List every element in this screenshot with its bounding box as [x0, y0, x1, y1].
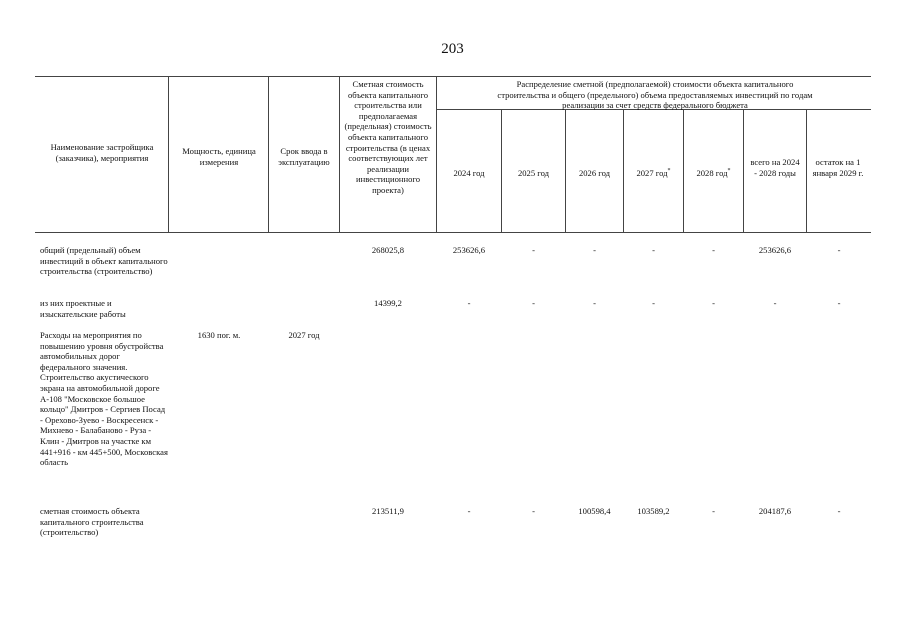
row-2028: -: [712, 245, 715, 255]
row-2028: -: [712, 298, 715, 308]
header-bottom-border: [35, 232, 871, 233]
col-divider: [743, 109, 744, 232]
header-estimate: Сметная стоимость объекта капитального строительства или предполагаемая (предельная) стоимость объекта капитального строительства (в ценах соответствующих лет реализации инвестиционного проекта): [344, 79, 432, 195]
footnote-mark: *: [667, 168, 671, 175]
row-2024: -: [467, 298, 471, 308]
col-divider: [168, 76, 169, 232]
row-2028: -: [712, 506, 715, 516]
header-capacity: Мощность, единица измерения: [182, 146, 256, 167]
row-total: -: [773, 298, 777, 308]
row-2026: -: [593, 245, 596, 255]
row-estimate: 14399,2: [374, 298, 402, 308]
header-distribution: Распределение сметной (предполагаемой) стоимости объекта капитального строительства и общего (предельного) объема предоставляемых инвестиций по годам реализации за счет средств федерального бюджета: [497, 79, 813, 111]
row-2024: 253626,6: [452, 245, 486, 255]
header-commissioning: Срок ввода в эксплуатацию: [278, 146, 330, 167]
footnote-mark: *: [727, 168, 731, 175]
row-2027: 103589,2: [637, 506, 670, 516]
header-year-2028: [684, 168, 743, 179]
header-year-2026: 2026 год: [578, 168, 611, 178]
row-remainder: -: [837, 506, 841, 516]
header-year-2028-label: 2028 год: [696, 168, 728, 178]
row-name: из них проектные и изыскательские работы: [40, 298, 126, 319]
row-2025: -: [532, 245, 535, 255]
row-remainder: -: [837, 245, 841, 255]
table-top-border: [35, 76, 871, 77]
header-year-2025: 2025 год: [517, 168, 550, 178]
col-divider: [806, 109, 807, 232]
col-divider: [436, 76, 437, 232]
row-name: Расходы на мероприятия по повышению уровня обустройства автомобильных дорог федерального значения. Строительство акустического экрана на автомобильной дороге А-108 "Московское большое кольцо" Дмитров - Сергиев Посад - Орехово-Зуево - Воскресенск - Михнево - Балабаново - Руза - Клин - Дмитров на участке км 441+916 - км 445+500, Московская область: [40, 330, 168, 468]
row-2024: -: [467, 506, 471, 516]
row-total: 253626,6: [758, 245, 792, 255]
row-commissioning: 2027 год: [288, 330, 320, 340]
row-2027: -: [652, 298, 655, 308]
header-name: Наименование застройщика (заказчика), мероприятия: [50, 142, 154, 163]
row-2026: -: [593, 298, 596, 308]
header-remainder: остаток на 1 января 2029 г.: [812, 157, 864, 178]
row-name: общий (предельный) объем инвестиций в объект капитального строительства (строительство): [40, 245, 168, 277]
row-2025: -: [532, 506, 535, 516]
row-total: 204187,6: [758, 506, 792, 516]
header-year-2027: [624, 168, 683, 179]
header-year-2027-label: 2027 год: [636, 168, 668, 178]
row-2027: -: [652, 245, 655, 255]
row-2025: -: [532, 298, 535, 308]
col-divider: [268, 76, 269, 232]
row-2026: 100598,4: [578, 506, 611, 516]
col-divider: [339, 76, 340, 232]
row-name: сметная стоимость объекта капитального строительства (строительство): [40, 506, 144, 538]
row-estimate: 213511,9: [372, 506, 404, 516]
header-total: всего на 2024 - 2028 годы: [750, 157, 800, 178]
row-estimate: 268025,8: [371, 245, 405, 255]
header-year-2024: 2024 год: [453, 168, 485, 178]
row-remainder: -: [837, 298, 841, 308]
page-number: 203: [441, 41, 464, 57]
row-capacity: 1630 пог. м.: [197, 330, 241, 340]
